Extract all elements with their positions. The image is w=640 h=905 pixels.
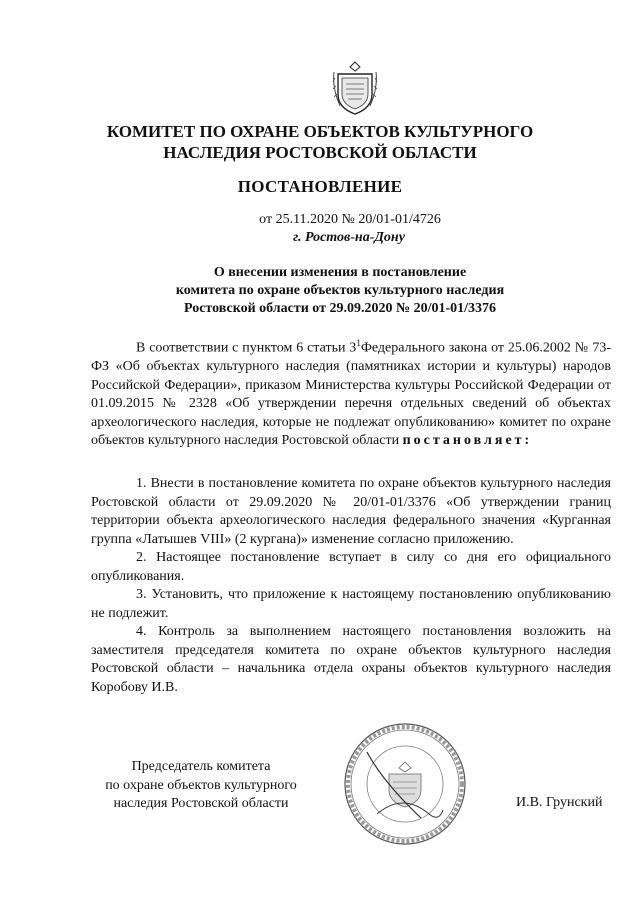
organization-name [0, 121, 640, 163]
document-type: ПОСТАНОВЛЕНИЕ [237, 177, 403, 196]
subject-line-3: Ростовской области от 29.09.2020 № 20/01-01/3376 [183, 301, 497, 316]
city: г. Ростов-на-Дону [293, 230, 405, 245]
signatory-line-1: Председатель комитета [131, 759, 271, 774]
signatory-title [91, 758, 311, 814]
resolution-item: 3. Установить, что приложение к настоящему постановлению опубликованию не подлежит. [91, 587, 611, 621]
official-seal-stamp [343, 722, 467, 846]
preamble-text-a: В соответствии с пунктом 6 статьи 3 [136, 340, 357, 356]
subject-title [0, 264, 640, 318]
signatory-line-2: по охране объектов культурного [105, 777, 297, 793]
article-superscript: 1 [356, 338, 361, 348]
resolution-items [91, 475, 611, 697]
preamble-text-b: Федерального закона от 25.06.2002 № 73-ФЗ «Об объектах культурного наследия (памятниках истории и культуры) народов Российской Федерации», приказом Министерства культуры Российской Федерации от 01.09.2015 № 2328 «Об утверждении перечня отдельных сведений об объектах археологического наследия, которые не подлежат опубликованию» комитет по охране объектов культурного наследия Ростовской области [91, 340, 611, 449]
preamble-paragraph [91, 334, 611, 451]
resolution-item: 1. Внести в постановление комитета по охране объектов культурного наследия Ростовской области от 29.09.2020 № 20/01-01/3376 «Об утверждении границ территории объекта археологического наследия федерального значения «Курганная группа «Латышев VIII» (2 кургана)» изменение согласно приложению. [91, 476, 611, 547]
signatory-line-3: наследия Ростовской области [113, 796, 289, 811]
coat-of-arms-icon [332, 58, 378, 118]
org-line-2: НАСЛЕДИЯ РОСТОВСКОЙ ОБЛАСТИ [163, 143, 477, 162]
resolution-item: 4. Контроль за выполнением настоящего постановления возложить на заместителя председателя комитета по охране объектов культурного наследия Ростовской области – начальника отдела охраны объектов культурного наследия Коробову И.В. [91, 624, 611, 695]
subject-line-2: комитета по охране объектов культурного наследия [175, 283, 505, 298]
resolution-item: 2. Настоящее постановление вступает в силу со дня его официального опубликования. [91, 550, 611, 584]
org-line-1: КОМИТЕТ ПО ОХРАНЕ ОБЪЕКТОВ КУЛЬТУРНОГО [106, 122, 534, 141]
subject-line-1: О внесении изменения в постановление [213, 265, 467, 280]
date-number: от 25.11.2020 № 20/01-01/4726 [259, 212, 441, 227]
signatory-name: И.В. Грунский [516, 795, 603, 810]
decree-word: постановляет: [402, 433, 533, 449]
